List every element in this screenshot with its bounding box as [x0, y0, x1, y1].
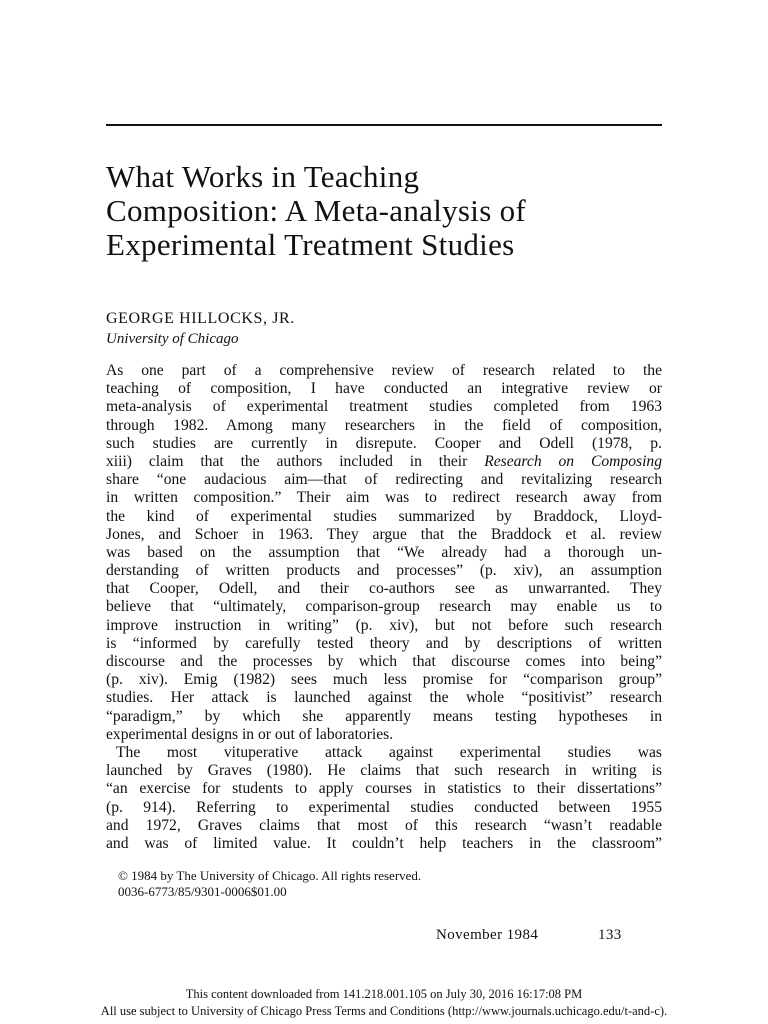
author-affiliation: University of Chicago	[106, 331, 239, 347]
author-name: GEORGE HILLOCKS, JR.	[106, 310, 295, 327]
page-number: 133	[598, 927, 622, 943]
body-line: “an exercise for students to apply courses in statistics to their dissertations”	[106, 780, 662, 798]
body-line: (p. xiv). Emig (1982) sees much less promise for “comparison group”	[106, 671, 662, 689]
body-line: teaching of composition, I have conducted an integrative review or	[106, 380, 662, 398]
body-line: xiii) claim that the authors included in their Research on Composing	[106, 452, 662, 470]
issn-line: 0036-6773/85/9301-0006$01.00	[118, 884, 287, 899]
article-body	[106, 362, 662, 853]
body-line: and was of limited value. It couldn’t help teachers in the classroom”	[106, 834, 662, 852]
article-title	[106, 160, 666, 262]
body-line: experimental designs in or out of laboratories.	[106, 725, 394, 743]
body-line: was based on the assumption that “We already had a thorough un-	[106, 543, 662, 561]
copyright-line: © 1984 by The University of Chicago. All rights reserved.	[118, 868, 422, 883]
download-footer	[0, 986, 768, 1020]
body-line: The most vituperative attack against experimental studies was	[116, 743, 662, 761]
body-line: is “informed by carefully tested theory and by descriptions of written	[106, 634, 662, 652]
header-rule	[106, 124, 662, 126]
title-line: What Works in Teaching	[106, 159, 420, 194]
body-line: share “one audacious aim—that of redirecting and revitalizing research	[106, 471, 662, 489]
body-line: meta-analysis of experimental treatment studies completed from 1963	[106, 398, 662, 416]
body-line: “paradigm,” by which she apparently means testing hypotheses in	[106, 707, 662, 725]
body-line: discourse and the processes by which that discourse comes into being”	[106, 653, 662, 670]
body-line: (p. 914). Referring to experimental studies conducted between 1955	[106, 798, 662, 816]
terms-link[interactable]: All use subject to University of Chicago Press Terms and Conditions (http://www.journals.uchicago.edu/t-and-c).	[100, 1004, 668, 1018]
body-line: that Cooper, Odell, and their co-authors see as unwarranted. They	[106, 580, 662, 598]
body-line: Jones, and Schoer in 1963. They argue that the Braddock et al. review	[106, 525, 662, 543]
body-line: and 1972, Graves claims that most of this research “wasn’t readable	[106, 816, 662, 834]
body-line: launched by Graves (1980). He claims that such research in writing is	[106, 762, 662, 780]
copyright-notice	[118, 868, 421, 900]
download-line: This content downloaded from 141.218.001.105 on July 30, 2016 16:17:08 PM	[185, 987, 583, 1001]
body-line: believe that “ultimately, comparison-group research may enable us to	[106, 598, 662, 616]
body-line: improve instruction in writing” (p. xiv), but not before such research	[106, 616, 662, 634]
title-line: Experimental Treatment Studies	[106, 227, 515, 262]
body-line: the kind of experimental studies summarized by Braddock, Lloyd-	[106, 507, 662, 525]
body-line: through 1982. Among many researchers in the field of composition,	[106, 416, 662, 434]
body-line: such studies are currently in disrepute. Cooper and Odell (1978, p.	[106, 434, 662, 452]
body-line: As one part of a comprehensive review of research related to the	[106, 362, 662, 379]
body-line: studies. Her attack is launched against the whole “positivist” research	[106, 689, 662, 707]
issue-date: November 1984	[436, 927, 539, 943]
body-line: in written composition.” Their aim was to redirect research away from	[106, 489, 662, 507]
title-line: Composition: A Meta-analysis of	[106, 193, 527, 228]
body-line: derstanding of written products and processes” (p. xiv), an assumption	[106, 562, 662, 580]
